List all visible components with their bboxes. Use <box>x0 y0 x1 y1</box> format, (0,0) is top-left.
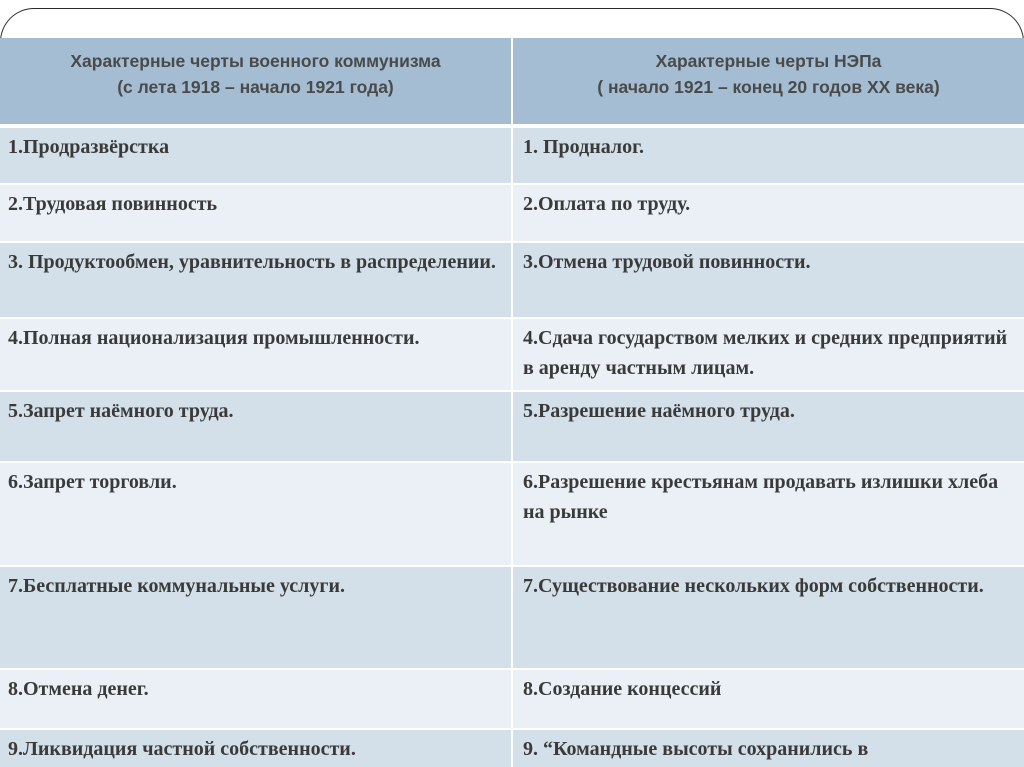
cell-war-communism: 7.Бесплатные коммунальные услуги. <box>0 566 512 669</box>
header-war-communism <box>0 38 512 126</box>
cell-nep: 9. “Командные высоты сохранились в <box>512 729 1024 767</box>
header-war-communism-period: (с лета 1918 – начало 1921 года) <box>117 77 394 97</box>
table-row <box>0 566 1024 669</box>
comparison-table <box>0 38 1024 767</box>
cell-nep: 4.Сдача государством мелких и средних предприятий в аренду частным лицам. <box>512 318 1024 391</box>
table-row <box>0 729 1024 767</box>
cell-war-communism: 2.Трудовая повинность <box>0 184 512 242</box>
header-nep-period: ( начало 1921 – конец 20 годов XX века) <box>597 77 940 97</box>
cell-nep: 7.Существование нескольких форм собственности. <box>512 566 1024 669</box>
cell-war-communism: 6.Запрет торговли. <box>0 462 512 566</box>
cell-war-communism: 1.Продразвёрстка <box>0 126 512 184</box>
cell-war-communism: 9.Ликвидация частной собственности. <box>0 729 512 767</box>
header-nep <box>512 38 1024 126</box>
cell-nep: 8.Создание концессий <box>512 669 1024 729</box>
table-row <box>0 391 1024 462</box>
cell-nep: 1. Продналог. <box>512 126 1024 184</box>
comparison-table-container <box>0 38 1024 767</box>
cell-war-communism: 5.Запрет наёмного труда. <box>0 391 512 462</box>
table-row <box>0 462 1024 566</box>
cell-nep: 2.Оплата по труду. <box>512 184 1024 242</box>
header-nep-title: Характерные черты НЭПа <box>655 51 882 71</box>
table-row <box>0 126 1024 184</box>
table-header-row <box>0 38 1024 126</box>
header-war-communism-title: Характерные черты военного коммунизма <box>70 51 441 71</box>
cell-nep: 5.Разрешение наёмного труда. <box>512 391 1024 462</box>
cell-nep: 3.Отмена трудовой повинности. <box>512 242 1024 318</box>
cell-war-communism: 3. Продуктообмен, уравнительность в распределении. <box>0 242 512 318</box>
table-row <box>0 318 1024 391</box>
cell-war-communism: 4.Полная национализация промышленности. <box>0 318 512 391</box>
table-row <box>0 669 1024 729</box>
table-row <box>0 242 1024 318</box>
table-row <box>0 184 1024 242</box>
cell-war-communism: 8.Отмена денег. <box>0 669 512 729</box>
cell-nep: 6.Разрешение крестьянам продавать излишки хлеба на рынке <box>512 462 1024 566</box>
